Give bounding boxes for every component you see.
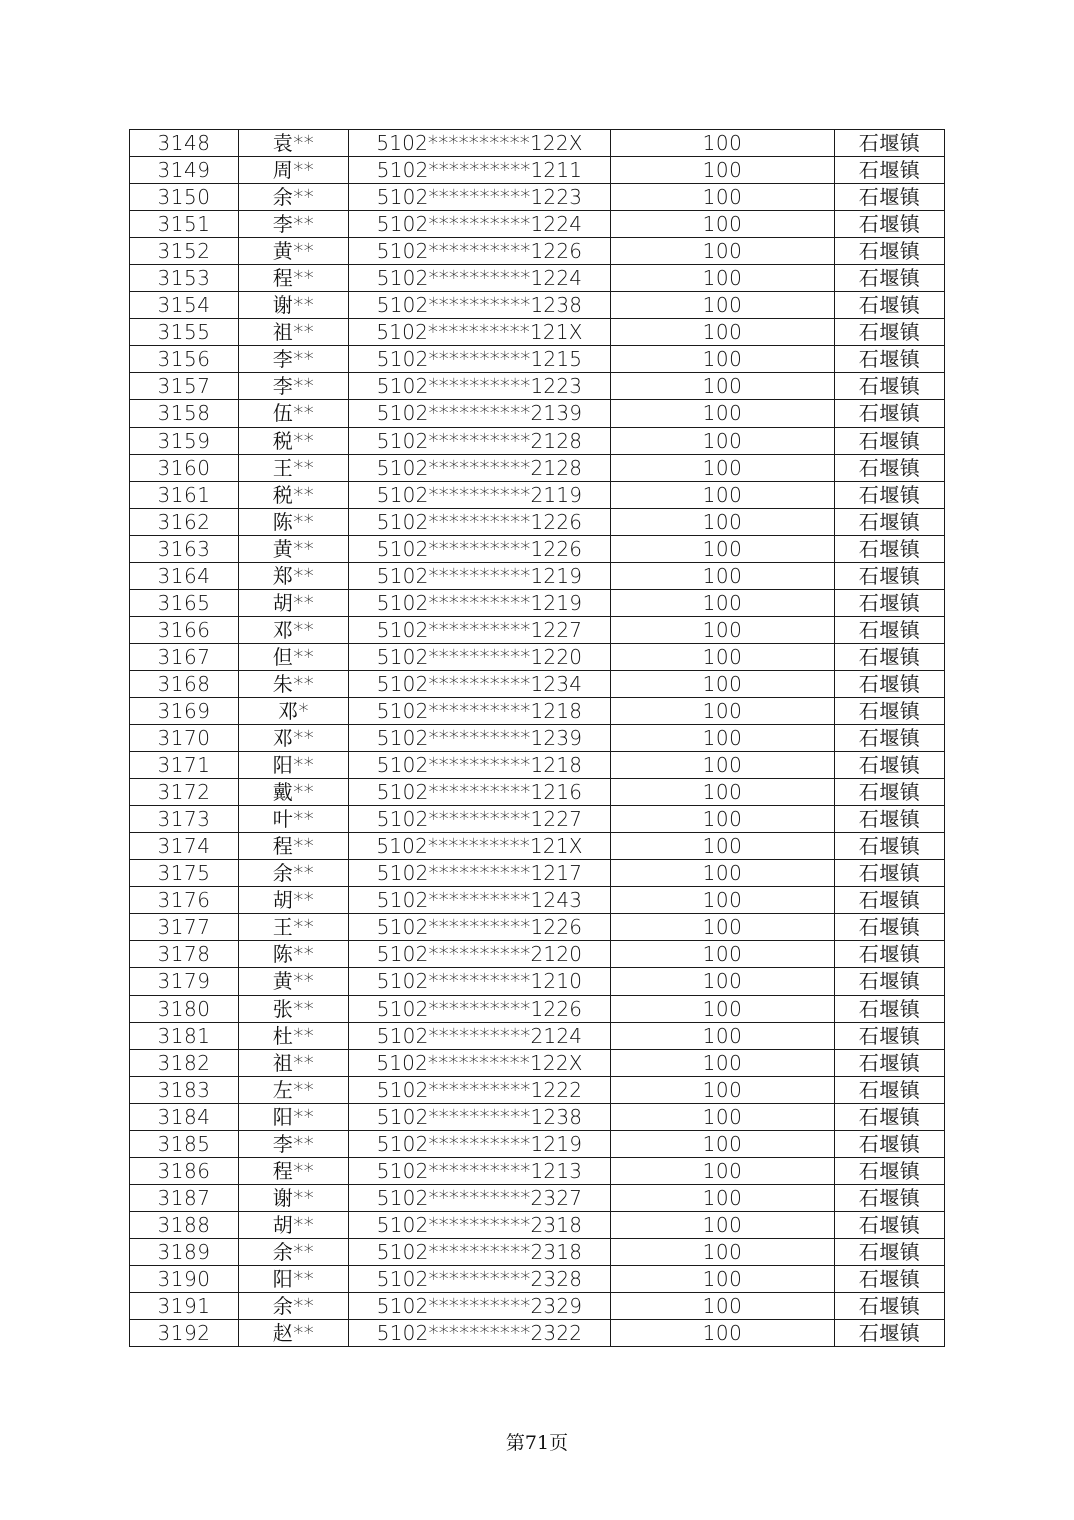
id-number-cell: 5102**********1224	[349, 265, 611, 292]
id-number-cell: 5102**********1227	[349, 616, 611, 643]
table-row	[130, 211, 945, 238]
row-number-cell: 3173	[130, 806, 239, 833]
id-number-cell: 5102**********1226	[349, 535, 611, 562]
row-number-cell: 3184	[130, 1103, 239, 1130]
table-row	[130, 535, 945, 562]
name-cell: 程**	[239, 1157, 349, 1184]
table-row	[130, 481, 945, 508]
name-cell: 阳**	[239, 752, 349, 779]
id-number-cell: 5102**********2329	[349, 1293, 611, 1320]
town-cell: 石堰镇	[835, 454, 945, 481]
name-cell: 李**	[239, 346, 349, 373]
town-cell: 石堰镇	[835, 184, 945, 211]
amount-cell: 100	[611, 1130, 835, 1157]
table-row	[130, 346, 945, 373]
amount-cell: 100	[611, 319, 835, 346]
id-number-cell: 5102**********2120	[349, 941, 611, 968]
id-number-cell: 5102**********121X	[349, 833, 611, 860]
amount-cell: 100	[611, 1265, 835, 1292]
id-number-cell: 5102**********121X	[349, 319, 611, 346]
amount-cell: 100	[611, 211, 835, 238]
name-cell: 邓*	[239, 697, 349, 724]
page-number: 第71页	[505, 1432, 569, 1454]
id-number-cell: 5102**********1238	[349, 292, 611, 319]
town-cell: 石堰镇	[835, 238, 945, 265]
amount-cell: 100	[611, 1184, 835, 1211]
town-cell: 石堰镇	[835, 589, 945, 616]
row-number-cell: 3151	[130, 211, 239, 238]
table-row	[130, 833, 945, 860]
town-cell: 石堰镇	[835, 833, 945, 860]
town-cell: 石堰镇	[835, 1238, 945, 1265]
town-cell: 石堰镇	[835, 373, 945, 400]
name-cell: 周**	[239, 157, 349, 184]
row-number-cell: 3171	[130, 752, 239, 779]
name-cell: 余**	[239, 1238, 349, 1265]
row-number-cell: 3176	[130, 887, 239, 914]
row-number-cell: 3165	[130, 589, 239, 616]
amount-cell: 100	[611, 1076, 835, 1103]
amount-cell: 100	[611, 643, 835, 670]
name-cell: 谢**	[239, 292, 349, 319]
name-cell: 胡**	[239, 887, 349, 914]
table-row	[130, 1157, 945, 1184]
town-cell: 石堰镇	[835, 319, 945, 346]
table-row	[130, 1320, 945, 1347]
row-number-cell: 3167	[130, 643, 239, 670]
amount-cell: 100	[611, 697, 835, 724]
row-number-cell: 3182	[130, 1049, 239, 1076]
row-number-cell: 3187	[130, 1184, 239, 1211]
row-number-cell: 3178	[130, 941, 239, 968]
id-number-cell: 5102**********1218	[349, 697, 611, 724]
town-cell: 石堰镇	[835, 643, 945, 670]
town-cell: 石堰镇	[835, 1130, 945, 1157]
table-row	[130, 1022, 945, 1049]
amount-cell: 100	[611, 941, 835, 968]
town-cell: 石堰镇	[835, 1076, 945, 1103]
amount-cell: 100	[611, 589, 835, 616]
name-cell: 王**	[239, 914, 349, 941]
id-number-cell: 5102**********2139	[349, 400, 611, 427]
table-row	[130, 454, 945, 481]
table-row	[130, 1211, 945, 1238]
town-cell: 石堰镇	[835, 941, 945, 968]
id-number-cell: 5102**********1216	[349, 779, 611, 806]
amount-cell: 100	[611, 914, 835, 941]
name-cell: 黄**	[239, 238, 349, 265]
amount-cell: 100	[611, 562, 835, 589]
name-cell: 黄**	[239, 535, 349, 562]
row-number-cell: 3170	[130, 725, 239, 752]
name-cell: 杜**	[239, 1022, 349, 1049]
id-number-cell: 5102**********1226	[349, 995, 611, 1022]
table-row	[130, 860, 945, 887]
table-row	[130, 995, 945, 1022]
town-cell: 石堰镇	[835, 725, 945, 752]
row-number-cell: 3149	[130, 157, 239, 184]
table-row	[130, 157, 945, 184]
name-cell: 张**	[239, 995, 349, 1022]
row-number-cell: 3183	[130, 1076, 239, 1103]
town-cell: 石堰镇	[835, 752, 945, 779]
name-cell: 谢**	[239, 1184, 349, 1211]
row-number-cell: 3172	[130, 779, 239, 806]
row-number-cell: 3190	[130, 1265, 239, 1292]
amount-cell: 100	[611, 752, 835, 779]
table-row	[130, 1049, 945, 1076]
row-number-cell: 3154	[130, 292, 239, 319]
name-cell: 李**	[239, 211, 349, 238]
amount-cell: 100	[611, 481, 835, 508]
amount-cell: 100	[611, 887, 835, 914]
town-cell: 石堰镇	[835, 481, 945, 508]
table-row	[130, 292, 945, 319]
id-number-cell: 5102**********1218	[349, 752, 611, 779]
row-number-cell: 3168	[130, 670, 239, 697]
amount-cell: 100	[611, 373, 835, 400]
name-cell: 程**	[239, 833, 349, 860]
table-row	[130, 427, 945, 454]
row-number-cell: 3188	[130, 1211, 239, 1238]
name-cell: 胡**	[239, 1211, 349, 1238]
town-cell: 石堰镇	[835, 265, 945, 292]
amount-cell: 100	[611, 346, 835, 373]
amount-cell: 100	[611, 508, 835, 535]
table-row	[130, 887, 945, 914]
town-cell: 石堰镇	[835, 400, 945, 427]
table-row	[130, 779, 945, 806]
table-row	[130, 589, 945, 616]
id-number-cell: 5102**********1238	[349, 1103, 611, 1130]
amount-cell: 100	[611, 454, 835, 481]
table-row	[130, 968, 945, 995]
table-row	[130, 238, 945, 265]
table-row	[130, 562, 945, 589]
id-number-cell: 5102**********122X	[349, 130, 611, 157]
amount-cell: 100	[611, 1049, 835, 1076]
town-cell: 石堰镇	[835, 1293, 945, 1320]
id-number-cell: 5102**********1223	[349, 373, 611, 400]
table-row	[130, 806, 945, 833]
row-number-cell: 3186	[130, 1157, 239, 1184]
row-number-cell: 3158	[130, 400, 239, 427]
amount-cell: 100	[611, 1293, 835, 1320]
name-cell: 余**	[239, 860, 349, 887]
id-number-cell: 5102**********2128	[349, 454, 611, 481]
town-cell: 石堰镇	[835, 995, 945, 1022]
amount-cell: 100	[611, 616, 835, 643]
town-cell: 石堰镇	[835, 346, 945, 373]
table-row	[130, 643, 945, 670]
row-number-cell: 3152	[130, 238, 239, 265]
town-cell: 石堰镇	[835, 427, 945, 454]
id-number-cell: 5102**********1220	[349, 643, 611, 670]
town-cell: 石堰镇	[835, 887, 945, 914]
amount-cell: 100	[611, 833, 835, 860]
town-cell: 石堰镇	[835, 562, 945, 589]
row-number-cell: 3191	[130, 1293, 239, 1320]
table-row	[130, 130, 945, 157]
amount-cell: 100	[611, 725, 835, 752]
name-cell: 祖**	[239, 319, 349, 346]
row-number-cell: 3162	[130, 508, 239, 535]
town-cell: 石堰镇	[835, 779, 945, 806]
name-cell: 李**	[239, 373, 349, 400]
row-number-cell: 3160	[130, 454, 239, 481]
name-cell: 余**	[239, 1293, 349, 1320]
name-cell: 李**	[239, 1130, 349, 1157]
table-row	[130, 1238, 945, 1265]
town-cell: 石堰镇	[835, 535, 945, 562]
row-number-cell: 3189	[130, 1238, 239, 1265]
name-cell: 袁**	[239, 130, 349, 157]
amount-cell: 100	[611, 535, 835, 562]
amount-cell: 100	[611, 184, 835, 211]
amount-cell: 100	[611, 1238, 835, 1265]
table-row	[130, 319, 945, 346]
id-number-cell: 5102**********1243	[349, 887, 611, 914]
town-cell: 石堰镇	[835, 130, 945, 157]
town-cell: 石堰镇	[835, 1211, 945, 1238]
town-cell: 石堰镇	[835, 1320, 945, 1347]
name-cell: 胡**	[239, 589, 349, 616]
row-number-cell: 3185	[130, 1130, 239, 1157]
name-cell: 祖**	[239, 1049, 349, 1076]
row-number-cell: 3163	[130, 535, 239, 562]
id-number-cell: 5102**********1213	[349, 1157, 611, 1184]
town-cell: 石堰镇	[835, 1265, 945, 1292]
id-number-cell: 5102**********2124	[349, 1022, 611, 1049]
row-number-cell: 3153	[130, 265, 239, 292]
town-cell: 石堰镇	[835, 211, 945, 238]
id-number-cell: 5102**********2119	[349, 481, 611, 508]
town-cell: 石堰镇	[835, 670, 945, 697]
amount-cell: 100	[611, 995, 835, 1022]
town-cell: 石堰镇	[835, 292, 945, 319]
town-cell: 石堰镇	[835, 157, 945, 184]
table-row	[130, 725, 945, 752]
amount-cell: 100	[611, 1157, 835, 1184]
id-number-cell: 5102**********2328	[349, 1265, 611, 1292]
table-row	[130, 1293, 945, 1320]
row-number-cell: 3177	[130, 914, 239, 941]
id-number-cell: 5102**********1210	[349, 968, 611, 995]
amount-cell: 100	[611, 806, 835, 833]
name-cell: 税**	[239, 427, 349, 454]
id-number-cell: 5102**********1223	[349, 184, 611, 211]
row-number-cell: 3155	[130, 319, 239, 346]
amount-cell: 100	[611, 670, 835, 697]
town-cell: 石堰镇	[835, 914, 945, 941]
amount-cell: 100	[611, 779, 835, 806]
town-cell: 石堰镇	[835, 1157, 945, 1184]
table-row	[130, 914, 945, 941]
id-number-cell: 5102**********1219	[349, 1130, 611, 1157]
name-cell: 朱**	[239, 670, 349, 697]
amount-cell: 100	[611, 1103, 835, 1130]
amount-cell: 100	[611, 292, 835, 319]
row-number-cell: 3156	[130, 346, 239, 373]
table-row	[130, 1076, 945, 1103]
town-cell: 石堰镇	[835, 1049, 945, 1076]
table-row	[130, 508, 945, 535]
row-number-cell: 3192	[130, 1320, 239, 1347]
name-cell: 邓**	[239, 725, 349, 752]
name-cell: 戴**	[239, 779, 349, 806]
name-cell: 陈**	[239, 941, 349, 968]
row-number-cell: 3166	[130, 616, 239, 643]
name-cell: 陈**	[239, 508, 349, 535]
table-row	[130, 616, 945, 643]
name-cell: 伍**	[239, 400, 349, 427]
table-row	[130, 400, 945, 427]
row-number-cell: 3159	[130, 427, 239, 454]
id-number-cell: 5102**********2322	[349, 1320, 611, 1347]
row-number-cell: 3164	[130, 562, 239, 589]
id-number-cell: 5102**********1217	[349, 860, 611, 887]
table-row	[130, 1130, 945, 1157]
name-cell: 余**	[239, 184, 349, 211]
row-number-cell: 3161	[130, 481, 239, 508]
id-number-cell: 5102**********2327	[349, 1184, 611, 1211]
id-number-cell: 5102**********1219	[349, 562, 611, 589]
name-cell: 郑**	[239, 562, 349, 589]
table-row	[130, 1184, 945, 1211]
table-row	[130, 752, 945, 779]
name-cell: 黄**	[239, 968, 349, 995]
town-cell: 石堰镇	[835, 1184, 945, 1211]
table-row	[130, 1103, 945, 1130]
name-cell: 叶**	[239, 806, 349, 833]
table-row	[130, 184, 945, 211]
name-cell: 但**	[239, 643, 349, 670]
name-cell: 阳**	[239, 1103, 349, 1130]
row-number-cell: 3150	[130, 184, 239, 211]
record-table	[129, 129, 945, 1347]
table-row	[130, 670, 945, 697]
name-cell: 赵**	[239, 1320, 349, 1347]
name-cell: 程**	[239, 265, 349, 292]
town-cell: 石堰镇	[835, 1103, 945, 1130]
town-cell: 石堰镇	[835, 697, 945, 724]
amount-cell: 100	[611, 265, 835, 292]
row-number-cell: 3180	[130, 995, 239, 1022]
name-cell: 阳**	[239, 1265, 349, 1292]
name-cell: 税**	[239, 481, 349, 508]
name-cell: 左**	[239, 1076, 349, 1103]
id-number-cell: 5102**********1226	[349, 238, 611, 265]
town-cell: 石堰镇	[835, 860, 945, 887]
amount-cell: 100	[611, 427, 835, 454]
town-cell: 石堰镇	[835, 508, 945, 535]
id-number-cell: 5102**********2318	[349, 1211, 611, 1238]
row-number-cell: 3175	[130, 860, 239, 887]
id-number-cell: 5102**********1226	[349, 914, 611, 941]
id-number-cell: 5102**********122X	[349, 1049, 611, 1076]
row-number-cell: 3179	[130, 968, 239, 995]
id-number-cell: 5102**********1239	[349, 725, 611, 752]
id-number-cell: 5102**********1227	[349, 806, 611, 833]
id-number-cell: 5102**********1226	[349, 508, 611, 535]
amount-cell: 100	[611, 157, 835, 184]
amount-cell: 100	[611, 968, 835, 995]
id-number-cell: 5102**********1215	[349, 346, 611, 373]
amount-cell: 100	[611, 238, 835, 265]
row-number-cell: 3181	[130, 1022, 239, 1049]
id-number-cell: 5102**********1211	[349, 157, 611, 184]
amount-cell: 100	[611, 1211, 835, 1238]
table-row	[130, 373, 945, 400]
table-row	[130, 697, 945, 724]
table-row	[130, 265, 945, 292]
id-number-cell: 5102**********1234	[349, 670, 611, 697]
id-number-cell: 5102**********1222	[349, 1076, 611, 1103]
amount-cell: 100	[611, 400, 835, 427]
record-table-body	[130, 130, 945, 1347]
town-cell: 石堰镇	[835, 806, 945, 833]
amount-cell: 100	[611, 860, 835, 887]
amount-cell: 100	[611, 130, 835, 157]
row-number-cell: 3174	[130, 833, 239, 860]
row-number-cell: 3148	[130, 130, 239, 157]
town-cell: 石堰镇	[835, 968, 945, 995]
id-number-cell: 5102**********1219	[349, 589, 611, 616]
row-number-cell: 3169	[130, 697, 239, 724]
town-cell: 石堰镇	[835, 616, 945, 643]
amount-cell: 100	[611, 1022, 835, 1049]
name-cell: 邓**	[239, 616, 349, 643]
table-row	[130, 941, 945, 968]
name-cell: 王**	[239, 454, 349, 481]
id-number-cell: 5102**********2128	[349, 427, 611, 454]
town-cell: 石堰镇	[835, 1022, 945, 1049]
row-number-cell: 3157	[130, 373, 239, 400]
table-row	[130, 1265, 945, 1292]
id-number-cell: 5102**********1224	[349, 211, 611, 238]
amount-cell: 100	[611, 1320, 835, 1347]
id-number-cell: 5102**********2318	[349, 1238, 611, 1265]
